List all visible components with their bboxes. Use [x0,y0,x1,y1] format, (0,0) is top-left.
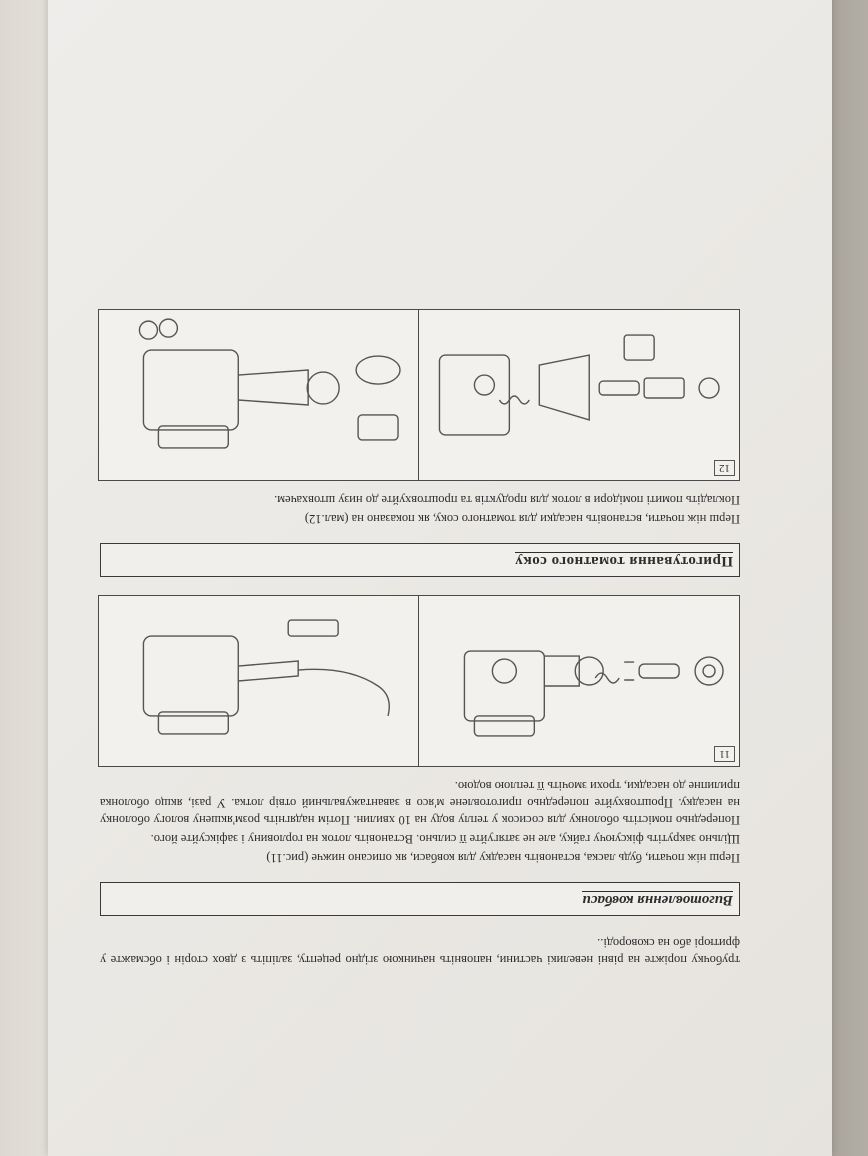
tomato-lead: Перш ніж почати, встановіть насадки для томатного соку, як показано на (мал.12) [304,512,740,526]
sausage-section-title: Виготовлення ковбаси [582,892,733,908]
sausage-assembled-illustration [99,596,419,766]
figure-12-number: 12 [714,460,735,476]
page-content [100,291,740,968]
figure-11-number: 11 [714,746,735,762]
figure-12-assembled-panel [99,310,420,480]
juicer-assembled-illustration [99,310,419,480]
sausage-lead: Перш ніж почати, будь ласка, встановіть насадку для ковбаси, як описано нижче (рис.11) [266,851,740,865]
tomato-section-title: Приготування томатного соку [514,553,733,569]
sausage-parts-illustration [420,596,740,766]
tomato-step-1: Покладіть помиті помідори в лоток для продуктів та проштовхуйте до низу штовхачем. [274,493,740,507]
manual-page-upside-down [48,0,832,1156]
figure-11 [98,595,740,767]
sausage-section-header [100,882,740,916]
figure-11-parts-panel [420,596,740,766]
intro-paragraph: трубочку поріжте на рівні невеликі частини, наповніть начинкою згідно рецепту, заліпіть з двох сторін і обсмажте у фритюрі або на сковороді.. [100,936,740,967]
figure-12-parts-panel [420,310,740,480]
table-surface [828,0,868,1156]
manual-page [48,0,832,1156]
juicer-parts-illustration [420,310,740,480]
tomato-section-header [100,543,740,577]
sausage-step-2: Попередньо помістіть оболонку для сосисок у теплу воду на 10 хвилин. Потім надягніть розм'якшену вологу оболонку на насадку. Проштовхуйте попередньо приготовлене м'ясо в завантажувальний отвір лотка. У разі, якщо оболонка прилипне до насадки, трохи змочіть її теплою водою. [100,779,740,827]
sausage-step-1: Щільно закрутіть фіксуючу гайку, але не затягуйте її сильно. Встановіть лоток на горловину і зафіксуйте його. [150,832,740,846]
figure-11-assembled-panel [99,596,420,766]
figure-12 [98,309,740,481]
